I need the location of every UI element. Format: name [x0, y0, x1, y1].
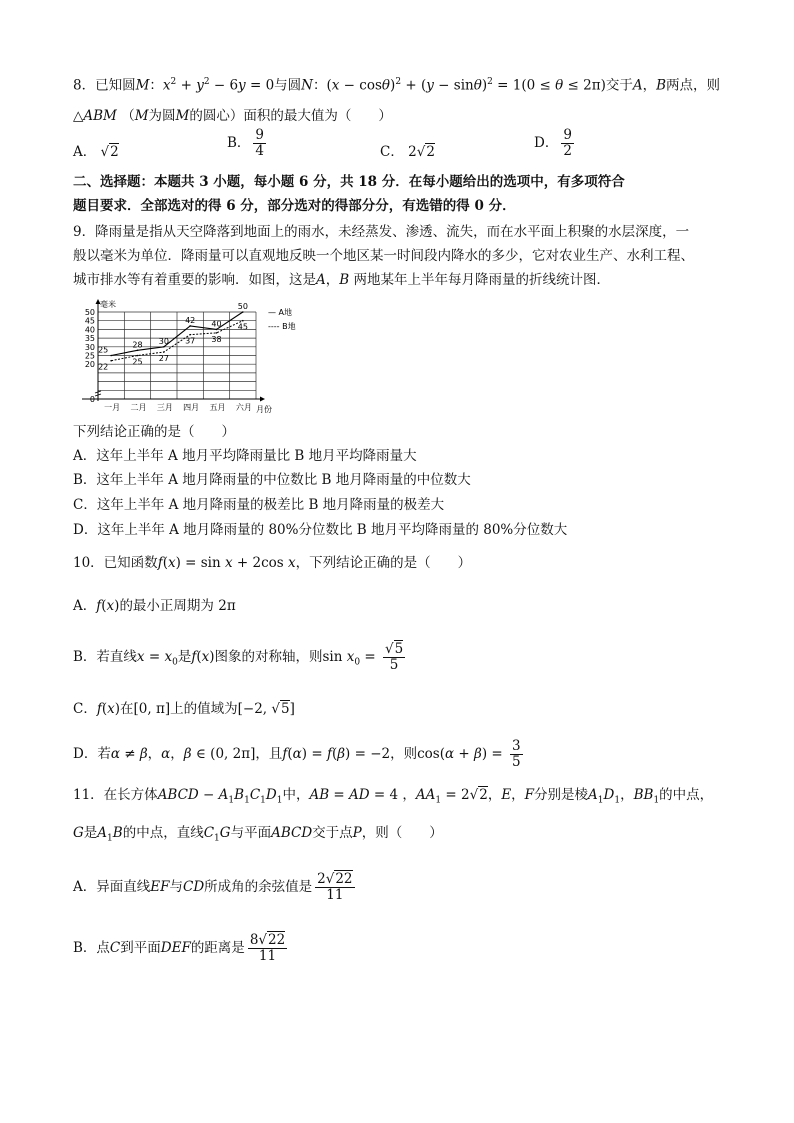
q10-text: ，则: [390, 746, 418, 762]
option-label: A．: [73, 144, 97, 160]
q8-text: （: [121, 108, 135, 124]
q10-option-a[interactable]: A．f(x)的最小正周期为 2π: [73, 598, 236, 614]
chart-y-ticks: [85, 308, 95, 404]
option-label: B．: [227, 135, 251, 151]
q11-text: 11．在长方体: [73, 787, 158, 803]
chart-axes: [82, 299, 265, 402]
x-tick-label: 一月: [104, 403, 121, 412]
q9-line1: 9．降雨量是指从天空降落到地面上的雨水，未经蒸发、渗透、流失，而在水平面上积聚的水层深度，一: [73, 224, 690, 240]
q11-text: 的中点，直线: [122, 825, 204, 841]
q8-text: 8．已知圆: [73, 77, 136, 94]
data-label: 42: [185, 315, 196, 325]
x-tick-label: 二月: [130, 403, 147, 412]
q11-text: 所成角的余弦值是: [204, 879, 313, 895]
q11-text: 中，: [282, 787, 310, 803]
data-label: 50: [237, 302, 248, 311]
q11-text: A．异面直线: [73, 879, 151, 895]
q11-text: 与平面: [230, 825, 272, 841]
option-label: C．: [380, 144, 404, 160]
y-tick-label: 25: [84, 351, 95, 361]
section2-line2: 题目要求．全部选对的得 6 分，部分选对的得部分分，有选错的得 0 分．: [73, 198, 516, 214]
q11-text: 交于点: [312, 825, 353, 841]
legend-entry-b: ---- B地: [268, 322, 296, 331]
legend-entry-a: — A地: [268, 308, 293, 317]
q10-text: ，下列结论正确的是（ ）: [295, 555, 472, 571]
q11-option-b[interactable]: B．点C到平面DEF的距离是 $\frac{8√22}{11}$: [73, 932, 286, 964]
chart-data-labels: [98, 302, 248, 372]
q8-line1: 8．已知圆M：$x^2 + y^2 - 6y = 0$与圆N：$(x - \cos\theta)^2 + (y - \sin\theta)^2 = 1(0 \le \theta \le 2\pi)$交于A，B两点，则: [73, 77, 721, 94]
q8-option-d[interactable]: D． $\frac{9}{2}$: [534, 127, 572, 159]
y-tick-label: 20: [84, 360, 95, 370]
chart-grid: [98, 312, 256, 399]
q9-line2: 般以毫米为单位．降雨量可以直观地反映一个地区某一时间段内降水的多少，它对农业生产、水利工程、: [73, 248, 694, 264]
y-tick-label: 35: [84, 334, 95, 344]
data-point: [242, 320, 244, 322]
q8-line2: △ABM （M为圆M的圆心）面积的最大值为（ ）: [73, 108, 392, 124]
q11-text: 与: [169, 879, 183, 895]
data-point: [110, 360, 112, 362]
q9-question: 下列结论正确的是（ ）: [73, 424, 235, 440]
data-label: 25: [132, 357, 143, 367]
data-point: [216, 332, 218, 334]
q10-text: ，且: [255, 746, 283, 762]
data-point: [189, 325, 191, 327]
q8-text: 交于: [605, 77, 633, 94]
q9-option-b[interactable]: B．这年上半年 A 地月降雨量的中位数比 B 地月降雨量的中位数大: [73, 472, 471, 488]
q10-text: D．若: [73, 746, 111, 762]
q11-line2: G是$A_1B$的中点，直线$C_1G$与平面ABCD交于点P，则（ ）: [73, 825, 443, 844]
data-label: 25: [98, 345, 109, 355]
q9-line3: 城市排水等有着重要的影响．如图，这是A，B 两地某年上半年每月降雨量的折线统计图．: [73, 272, 610, 288]
chart-y-label: 毫米: [100, 300, 116, 309]
q8-text: 两点，则: [666, 77, 721, 94]
q10-text: 图象的对称轴，则: [214, 649, 323, 665]
q10-text: 的最小正周期为 2π: [119, 598, 236, 614]
chart-legend: [268, 307, 296, 331]
q10-stem: 10．已知函数f(x) = sin x + 2cos x，下列结论正确的是（ ）: [73, 555, 472, 571]
y-tick-label: 50: [84, 308, 95, 317]
q8-option-a[interactable]: A． √2: [73, 144, 119, 160]
chart-x-ticks: [104, 402, 252, 412]
data-point: [137, 355, 139, 357]
q9-option-d[interactable]: D．这年上半年 A 地月降雨量的 80%分位数比 B 地月平均降雨量的 80%分位数大: [73, 522, 568, 538]
rainfall-line-chart: [70, 298, 296, 420]
data-label: 30: [158, 336, 169, 346]
q8-text: 的圆心）面积的最大值为（ ）: [189, 108, 392, 124]
data-label: 27: [158, 354, 169, 364]
x-axis-arrow: [260, 397, 265, 402]
q10-text: 上的值域为: [170, 701, 238, 717]
q10-option-c[interactable]: C．f(x)在[0, π]上的值域为[−2, √5]: [73, 701, 295, 717]
y-tick-label: 0: [89, 395, 95, 404]
q8-text: 与圆: [274, 77, 302, 94]
q9-option-c[interactable]: C．这年上半年 A 地月降雨量的极差比 B 地月降雨量的极差大: [73, 497, 445, 513]
data-point: [163, 351, 165, 353]
q11-text: ，则（ ）: [361, 825, 443, 841]
x-tick-label: 三月: [156, 403, 173, 412]
q11-text: 分别是棱: [534, 787, 589, 803]
q8-text: 为圆: [148, 108, 176, 124]
x-tick-label: 四月: [183, 403, 200, 412]
data-point: [110, 355, 112, 357]
q9-option-a[interactable]: A．这年上半年 A 地月平均降雨量比 B 地月平均降雨量大: [73, 448, 417, 464]
q10-text: B．若直线: [73, 649, 137, 665]
q8-option-b[interactable]: B． $\frac{9}{4}$: [227, 127, 265, 159]
data-point: [216, 329, 218, 331]
q11-text: 的距离是: [190, 940, 245, 956]
q11-option-a[interactable]: A．异面直线EF与CD所成角的余弦值是 $\frac{2√22}{11}$: [73, 871, 353, 903]
q10-text: 是: [177, 649, 192, 665]
q9-text: 城市排水等有着重要的影响．如图，这是: [73, 272, 316, 288]
q11-line1: 11．在长方体ABCD − $A_1B_1C_1D_1$中，AB = AD = 4 ，$AA_1 = 2√2$，E，F分别是棱$A_1D_1$，$BB_1$的中点，: [73, 787, 714, 806]
q10-text: 10．已知函数: [73, 555, 158, 571]
y-tick-label: 45: [84, 316, 95, 326]
data-label: 28: [132, 340, 143, 350]
data-point: [163, 346, 165, 348]
data-label: 37: [185, 336, 196, 346]
data-point: [189, 334, 191, 336]
x-tick-label: 六月: [235, 403, 252, 412]
data-label: 40: [211, 319, 222, 329]
q11-text: 是: [83, 825, 98, 841]
y-tick-label: 30: [84, 342, 95, 352]
q11-text: 的中点，: [659, 787, 714, 803]
data-label: 22: [98, 362, 109, 372]
q11-text: 到平面: [120, 940, 161, 956]
option-label: D．: [534, 135, 559, 151]
data-label: 45: [237, 322, 248, 332]
q8-option-c[interactable]: C． 2√2: [380, 144, 435, 160]
q11-text: B．点: [73, 940, 110, 956]
chart-x-label: 月份: [256, 405, 272, 414]
data-point: [137, 349, 139, 351]
q9-text: 两地某年上半年每月降雨量的折线统计图．: [353, 272, 610, 288]
q10-option-b[interactable]: B．若直线$x = x_0$是f(x)图象的对称轴，则$\sin x_0$ = $\frac{√5}{5}$: [73, 641, 404, 673]
x-tick-label: 五月: [209, 403, 226, 412]
q10-option-d[interactable]: D．若α ≠ β，α，β ∈ (0, 2π]，且f(α) = f(β) = −2，则cos(α + β) = $\frac{3}{5}$: [73, 738, 521, 770]
section2-line1: 二、选择题：本题共 3 小题，每小题 6 分，共 18 分．在每小题给出的选项中，有多项符合: [73, 174, 625, 190]
data-label: 38: [211, 334, 222, 344]
y-tick-label: 40: [84, 325, 95, 335]
data-point: [242, 311, 244, 313]
